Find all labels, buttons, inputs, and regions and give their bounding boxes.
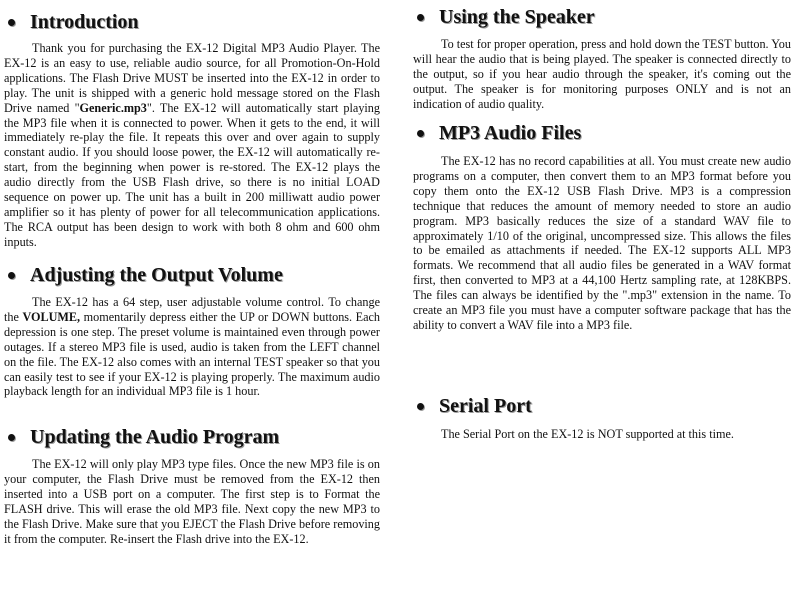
volume-text-part-2: momentarily depress either the UP or DOWN buttons. Each depression is one step. The preset volume is maintained even through power outages. If a stereo MP3 file is used, audio is taken from the LEFT channel on the file. The EX-12 also comes with an internal TEST speaker so that you can easily test to see if your EX-12 is playing properly. The maximum audio playback length for an individual MP3 file is 1 hour. [4,309,380,399]
heading-updating-audio [4,425,380,449]
section-mp3-files [413,121,791,333]
heading-adjusting-volume-text: Adjusting the Output Volume [30,264,283,286]
section-introduction [4,10,380,250]
serial-port-paragraph: The Serial Port on the EX-12 is NOT supported at this time. [441,427,734,441]
bullet-icon [417,403,424,410]
bullet-icon [8,272,15,279]
intro-text-filename: Generic.mp3 [79,100,147,115]
section-using-speaker [413,5,791,112]
bullet-icon [8,434,15,441]
heading-updating-audio-text: Updating the Audio Program [30,426,280,448]
volume-text-part-1: The EX-12 has a 64 step, user adjustable volume control. To change the [4,295,380,324]
volume-paragraph [4,295,380,399]
bullet-icon [417,130,424,137]
heading-serial-port [413,394,791,418]
heading-introduction [4,10,380,34]
section-serial-port [413,394,791,442]
intro-text-part-2: ". The EX-12 will automatically start playing the MP3 file when it is connected to power. When it gets to the end, it will immediately re-play the file. It repeats this over and over again to supply constant audio. If you should loose power, the EX-12 will automatically re-start, from the beginning when power is re-stored. The EX-12 plays the audio directly from the USB Flash drive, so there is no initial LOAD sequence on power up. The unit has a built in 200 milliwatt audio power amplifier so it has plenty of power for all telecommunication applications. The RCA output has been design to work with both 8 ohm and 600 ohm inputs. [4,100,380,249]
heading-mp3-files-text: MP3 Audio Files [439,122,582,144]
heading-adjusting-volume [4,263,380,287]
heading-mp3-files [413,121,791,145]
mp3-files-paragraph: The EX-12 has no record capabilities at all. You must create new audio programs on a computer, then convert them to an MP3 format before you copy them onto the EX-12 USB Flash Drive. MP3 is a compression technique that reduces the amount of memory needed to store an audio program. MP3 basically reduces the size of a standard WAV file to approximately 1/10 of the original, uncompressed size. This allows the files to be emailed as attachments if needed. The EX-12 supports ALL MP3 formats. We recommend that all audio files be generated in a WAV format first, then converted to MP3 at a 44,100 Hertz sampling rate, at 128KBPS. The files can always be identified by the ".mp3" extension in the name. To create an MP3 file you must have a computer software package that has the ability to convert a WAV file into a MP3 file. [413,154,791,332]
heading-using-speaker [413,5,791,29]
updating-paragraph: The EX-12 will only play MP3 type files. Once the new MP3 file is on your computer, the Flash Drive must be removed from the EX-12 then inserted into a USB port on a computer. The first step is to Format the FLASH drive. This will erase the old MP3 file. Next copy the new MP3 to the Flash Drive. Make sure that you EJECT the Flash Drive before removing it from the computer. Re-insert the Flash drive into the EX-12. [4,457,380,546]
section-adjusting-volume [4,263,380,399]
bullet-icon [8,19,15,26]
section-updating-audio [4,425,380,546]
heading-serial-port-text: Serial Port [439,395,532,417]
heading-using-speaker-text: Using the Speaker [439,6,595,28]
introduction-paragraph [4,41,380,250]
volume-text-bold: VOLUME, [22,309,81,324]
heading-introduction-text: Introduction [30,11,139,33]
speaker-paragraph: To test for proper operation, press and hold down the TEST button. You will hear the audio that is being played. The speaker is connected directly to the output, so if you hear audio through the speaker, it's coming out the output. The speaker is for monitoring purposes ONLY and is not an indication of audio quality. [413,37,791,111]
bullet-icon [417,14,424,21]
intro-text-part-1: Thank you for purchasing the EX-12 Digital MP3 Audio Player. The EX-12 is an easy to use, reliable audio source, for all Promotion-On-Hold applications. The Flash Drive MUST be inserted into the EX-12 in order to play. The unit is shipped with a generic hold message stored on the Flash Drive named " [4,41,380,115]
